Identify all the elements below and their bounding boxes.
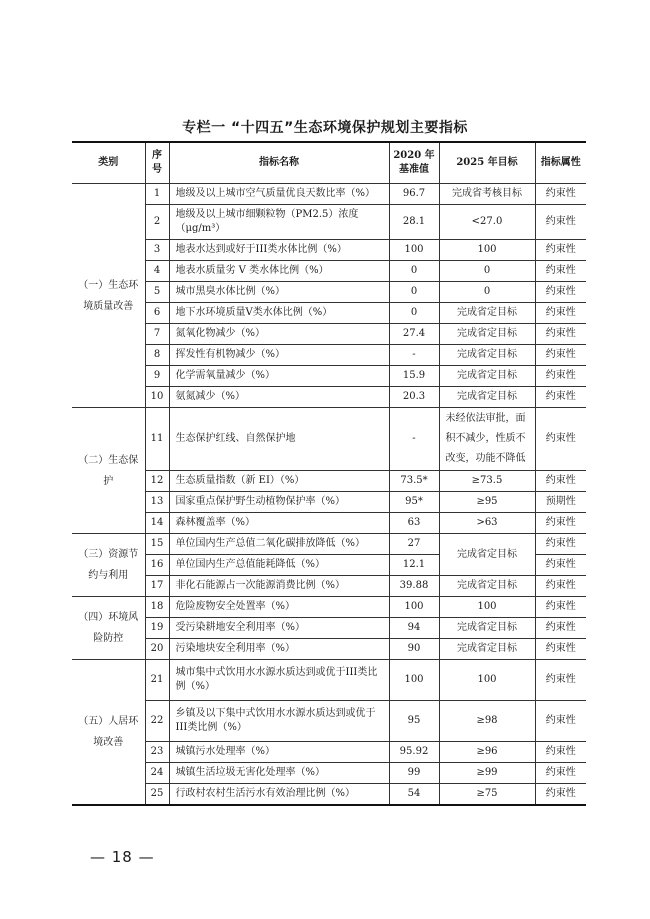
table-row [72,345,586,366]
name-cell: 地下水环境质量V类水体比例（%） [169,303,389,324]
indicator-table [72,141,586,806]
seq-cell: 5 [145,282,169,303]
name-cell: 非化石能源占一次能源消费比例（%） [169,576,389,597]
seq-cell: 2 [145,205,169,240]
table-row [72,471,586,492]
name-cell: 污染地块安全利用率（%） [169,639,389,660]
header-row [72,142,586,184]
seq-cell: 15 [145,534,169,555]
table-row [72,534,586,555]
seq-cell: 21 [145,660,169,701]
attr-cell: 约束性 [535,534,586,555]
name-cell: 地级及以上城市细颗粒物（PM2.5）浓度（μg/m³） [169,205,389,240]
name-cell: 国家重点保护野生动植物保护率（%） [169,492,389,513]
name-cell: 危险废物安全处置率（%） [169,597,389,618]
attr-cell: 约束性 [535,701,586,742]
table-row [72,205,586,240]
attr-cell: 约束性 [535,763,586,784]
attr-cell: 约束性 [535,784,586,806]
base-cell: 99 [389,763,439,784]
seq-cell: 16 [145,555,169,576]
name-cell: 氮氧化物减少（%） [169,324,389,345]
seq-cell: 10 [145,387,169,408]
target-cell: 完成省定目标 [439,387,535,408]
target-cell: 100 [439,660,535,701]
table-row [72,261,586,282]
base-cell: 12.1 [389,555,439,576]
base-cell: 94 [389,618,439,639]
page-number: — 18 — [90,848,155,866]
target-cell: 完成省定目标 [439,324,535,345]
target-cell: >63 [439,513,535,534]
base-cell: 27.4 [389,324,439,345]
table-row [72,639,586,660]
attr-cell: 约束性 [535,205,586,240]
table-row [72,618,586,639]
table-row [72,324,586,345]
target-cell: <27.0 [439,205,535,240]
seq-cell: 3 [145,240,169,261]
table-row [72,408,586,471]
seq-cell: 18 [145,597,169,618]
category-cell: （一）生态环境质量改善 [72,184,145,408]
name-cell: 城镇污水处理率（%） [169,742,389,763]
base-cell: 0 [389,261,439,282]
attr-cell: 约束性 [535,513,586,534]
base-cell: 95 [389,701,439,742]
table-row [72,597,586,618]
target-cell: 完成省定目标 [439,576,535,597]
seq-cell: 20 [145,639,169,660]
name-cell: 地级及以上城市空气质量优良天数比率（%） [169,184,389,205]
attr-cell: 约束性 [535,282,586,303]
seq-cell: 25 [145,784,169,806]
name-cell: 挥发性有机物减少（%） [169,345,389,366]
target-cell: 完成省定目标 [439,534,535,576]
attr-cell: 约束性 [535,576,586,597]
seq-cell: 9 [145,366,169,387]
target-cell: ≥98 [439,701,535,742]
header-seq: 序号 [145,142,169,184]
header-name: 指标名称 [169,142,389,184]
attr-cell: 约束性 [535,408,586,471]
header-base: 2020 年基准值 [389,142,439,184]
attr-cell: 约束性 [535,660,586,701]
base-cell: 28.1 [389,205,439,240]
base-cell: 15.9 [389,366,439,387]
target-cell: 完成省定目标 [439,639,535,660]
category-cell: （四）环境风险防控 [72,597,145,660]
table-row [72,660,586,701]
attr-cell: 约束性 [535,597,586,618]
attr-cell: 预期性 [535,492,586,513]
target-cell: 完成省定目标 [439,618,535,639]
name-cell: 地表水质量劣 V 类水体比例（%） [169,261,389,282]
category-cell: （二）生态保护 [72,408,145,534]
base-cell: 39.88 [389,576,439,597]
header-target: 2025 年目标 [439,142,535,184]
base-cell: 20.3 [389,387,439,408]
base-cell: 96.7 [389,184,439,205]
base-cell: 100 [389,240,439,261]
header-category: 类别 [72,142,145,184]
seq-cell: 7 [145,324,169,345]
base-cell: 90 [389,639,439,660]
target-cell: ≥95 [439,492,535,513]
name-cell: 城镇生活垃圾无害化处理率（%） [169,763,389,784]
attr-cell: 约束性 [535,184,586,205]
attr-cell: 约束性 [535,639,586,660]
seq-cell: 4 [145,261,169,282]
seq-cell: 13 [145,492,169,513]
attr-cell: 约束性 [535,387,586,408]
table-row [72,576,586,597]
attr-cell: 约束性 [535,324,586,345]
table-row [72,387,586,408]
name-cell: 森林覆盖率（%） [169,513,389,534]
seq-cell: 12 [145,471,169,492]
attr-cell: 约束性 [535,261,586,282]
base-cell: 0 [389,282,439,303]
target-cell: ≥96 [439,742,535,763]
seq-cell: 17 [145,576,169,597]
name-cell: 生态质量指数（新 EI）（%） [169,471,389,492]
table-row [72,701,586,742]
attr-cell: 约束性 [535,618,586,639]
seq-cell: 23 [145,742,169,763]
target-cell: 100 [439,597,535,618]
base-cell: 54 [389,784,439,806]
name-cell: 乡镇及以下集中式饮用水水源水质达到或优于III类比例（%） [169,701,389,742]
target-cell: 0 [439,261,535,282]
table-row [72,763,586,784]
base-cell: 100 [389,660,439,701]
target-cell: 未经依法审批，面积不减少，性质不改变，功能不降低 [439,408,535,471]
category-cell: （三）资源节约与利用 [72,534,145,597]
name-cell: 受污染耕地安全利用率（%） [169,618,389,639]
seq-cell: 1 [145,184,169,205]
seq-cell: 14 [145,513,169,534]
table-title: 专栏一 “十四五”生态环境保护规划主要指标 [182,120,468,136]
seq-cell: 8 [145,345,169,366]
table-row [72,492,586,513]
table-row [72,513,586,534]
base-cell: 95* [389,492,439,513]
name-cell: 地表水达到或好于III类水体比例（%） [169,240,389,261]
attr-cell: 约束性 [535,742,586,763]
header-attr: 指标属性 [535,142,586,184]
table-row [72,240,586,261]
name-cell: 生态保护红线、自然保护地 [169,408,389,471]
target-cell: ≥99 [439,763,535,784]
target-cell: 完成省考核目标 [439,184,535,205]
table-row [72,366,586,387]
target-cell: ≥75 [439,784,535,806]
target-cell: ≥73.5 [439,471,535,492]
name-cell: 单位国内生产总值能耗降低（%） [169,555,389,576]
base-cell: - [389,345,439,366]
seq-cell: 24 [145,763,169,784]
table-row [72,303,586,324]
name-cell: 氨氮减少（%） [169,387,389,408]
name-cell: 化学需氧量减少（%） [169,366,389,387]
table-row [72,282,586,303]
base-cell: - [389,408,439,471]
table-row [72,742,586,763]
seq-cell: 6 [145,303,169,324]
attr-cell: 约束性 [535,366,586,387]
base-cell: 95.92 [389,742,439,763]
base-cell: 63 [389,513,439,534]
target-cell: 完成省定目标 [439,345,535,366]
name-cell: 单位国内生产总值二氧化碳排放降低（%） [169,534,389,555]
attr-cell: 约束性 [535,555,586,576]
attr-cell: 约束性 [535,303,586,324]
category-cell: （五）人居环境改善 [72,660,145,806]
table-row [72,784,586,806]
seq-cell: 19 [145,618,169,639]
name-cell: 行政村农村生活污水有效治理比例（%） [169,784,389,806]
attr-cell: 约束性 [535,240,586,261]
target-cell: 0 [439,282,535,303]
target-cell: 完成省定目标 [439,303,535,324]
attr-cell: 约束性 [535,345,586,366]
base-cell: 27 [389,534,439,555]
target-cell: 100 [439,240,535,261]
target-cell: 完成省定目标 [439,366,535,387]
base-cell: 0 [389,303,439,324]
attr-cell: 约束性 [535,471,586,492]
base-cell: 73.5* [389,471,439,492]
base-cell: 100 [389,597,439,618]
name-cell: 城市集中式饮用水水源水质达到或优于III类比例（%） [169,660,389,701]
table-row [72,184,586,205]
seq-cell: 11 [145,408,169,471]
name-cell: 城市黑臭水体比例（%） [169,282,389,303]
seq-cell: 22 [145,701,169,742]
